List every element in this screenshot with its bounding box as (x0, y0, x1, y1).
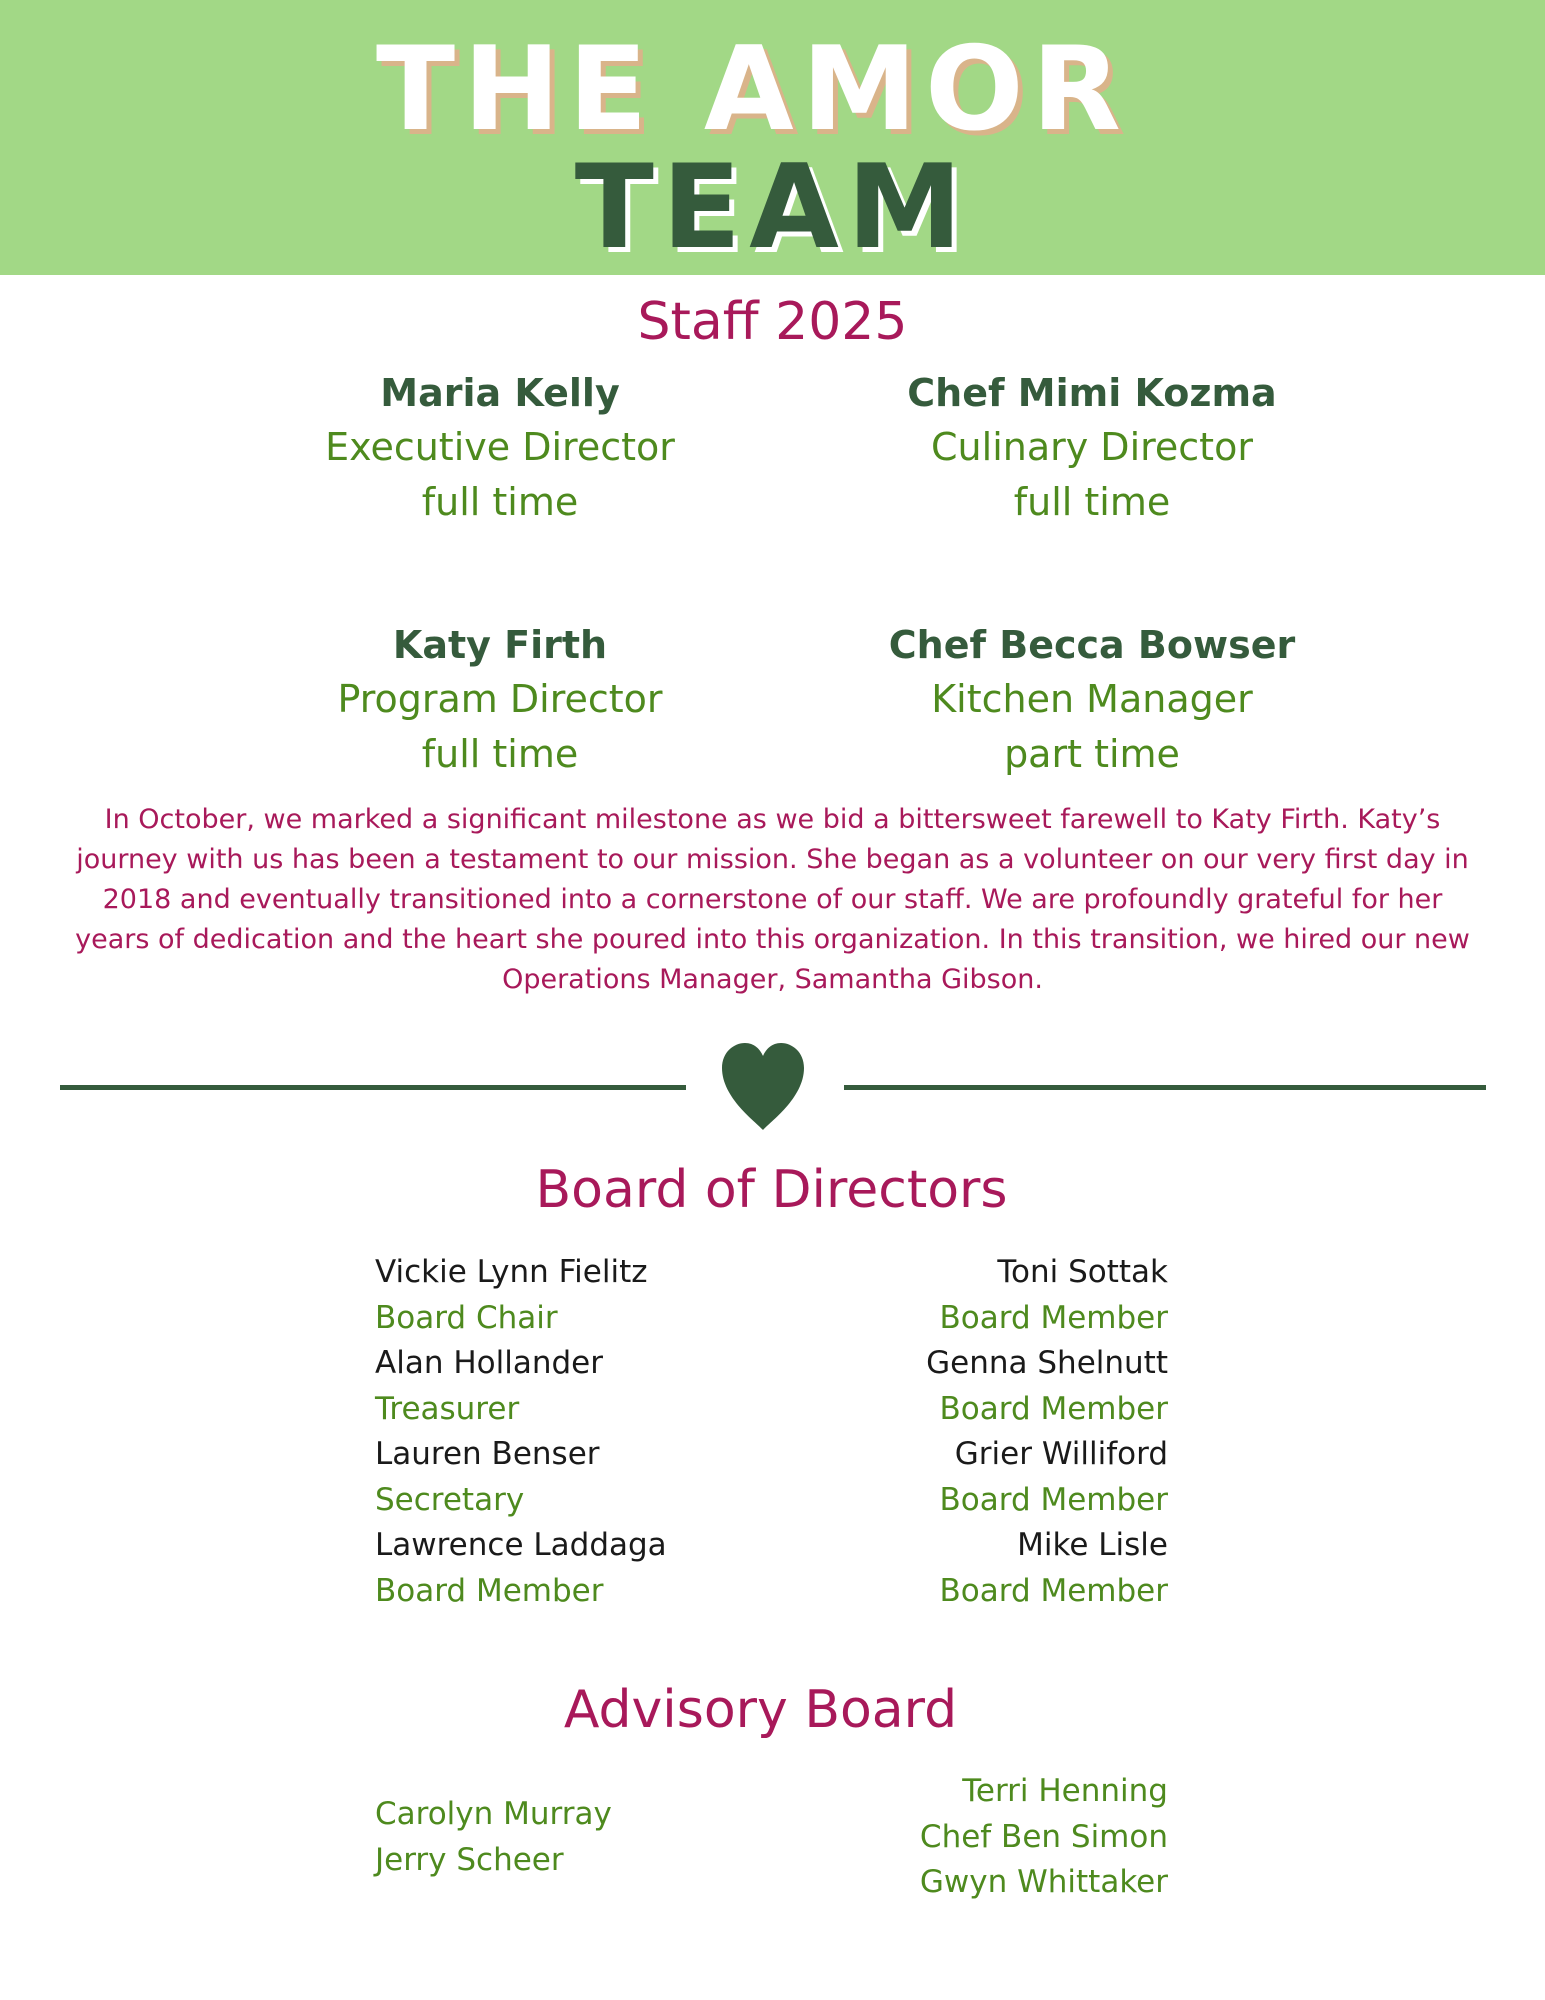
staff-time: part time (1004, 732, 1180, 776)
board-member-role: Treasurer (375, 1390, 520, 1427)
board-member-role: Board Member (939, 1572, 1168, 1609)
advisory-column-right (748, 1769, 1168, 1906)
advisory-member: Chef Ben Simon (919, 1818, 1168, 1855)
staff-time: full time (1013, 480, 1171, 524)
board-column-left (375, 1250, 795, 1614)
staff-role: Kitchen Manager (931, 677, 1253, 721)
board-member-role: Board Member (375, 1572, 604, 1609)
board-member-name: Lawrence Laddaga (375, 1527, 667, 1563)
staff-title: Staff 2025 (637, 292, 908, 352)
staff-column-left (190, 366, 810, 870)
board-member-name: Genna Shelnutt (926, 1345, 1168, 1381)
staff-column-right (782, 366, 1402, 870)
farewell-paragraph: In October, we marked a significant milestone as we bid a bittersweet farewell to Katy Firth. Katy’s journey with us has been a testament to our mission. She began as a volunteer on our very first day in 2018 and eventually transitioned into a cornerstone of our staff. We are profoundly grateful for her years of dedication and the heart she poured into this organization. In this transition, we hired our new Operations Manager, Samantha Gibson. (75, 804, 1470, 995)
staff-role: Executive Director (325, 425, 675, 469)
staff-entry (190, 366, 810, 530)
board-member-name: Vickie Lynn Fielitz (375, 1254, 648, 1290)
staff-name: Maria Kelly (380, 371, 620, 415)
staff-time: full time (421, 480, 579, 524)
board-member-name: Mike Lisle (1017, 1527, 1168, 1563)
board-member-name: Lauren Benser (375, 1436, 600, 1472)
board-member-role: Board Member (939, 1299, 1168, 1336)
board-title: Board of Directors (535, 1160, 1008, 1220)
title-line-2: TEAM (574, 140, 971, 275)
advisory-column-left (375, 1792, 795, 1883)
board-member-role: Secretary (375, 1481, 525, 1518)
title-line-1: THE AMOR (376, 22, 1129, 157)
staff-name: Katy Firth (392, 623, 608, 667)
advisory-member: Carolyn Murray (375, 1796, 612, 1832)
staff-role: Program Director (337, 677, 663, 721)
staff-entry (782, 366, 1402, 530)
staff-name: Chef Becca Bowser (888, 623, 1296, 667)
board-member-name: Toni Sottak (997, 1254, 1168, 1290)
staff-role: Culinary Director (931, 425, 1253, 469)
board-member-name: Grier Williford (954, 1436, 1168, 1472)
advisory-member: Terri Henning (962, 1773, 1168, 1809)
board-member-role: Board Chair (375, 1299, 558, 1336)
staff-time: full time (421, 732, 579, 776)
divider-line-right (844, 1085, 1486, 1090)
board-member-role: Board Member (939, 1481, 1168, 1518)
heart-icon (720, 1042, 806, 1132)
staff-entry (190, 618, 810, 782)
staff-name: Chef Mimi Kozma (907, 371, 1277, 415)
divider-line-left (60, 1085, 686, 1090)
staff-entry (782, 618, 1402, 782)
advisory-member: Gwyn Whittaker (919, 1864, 1168, 1900)
advisory-member: Jerry Scheer (375, 1841, 564, 1878)
board-member-role: Board Member (939, 1390, 1168, 1427)
advisory-title: Advisory Board (563, 1680, 958, 1740)
board-member-name: Alan Hollander (375, 1345, 603, 1381)
board-column-right (748, 1250, 1168, 1614)
